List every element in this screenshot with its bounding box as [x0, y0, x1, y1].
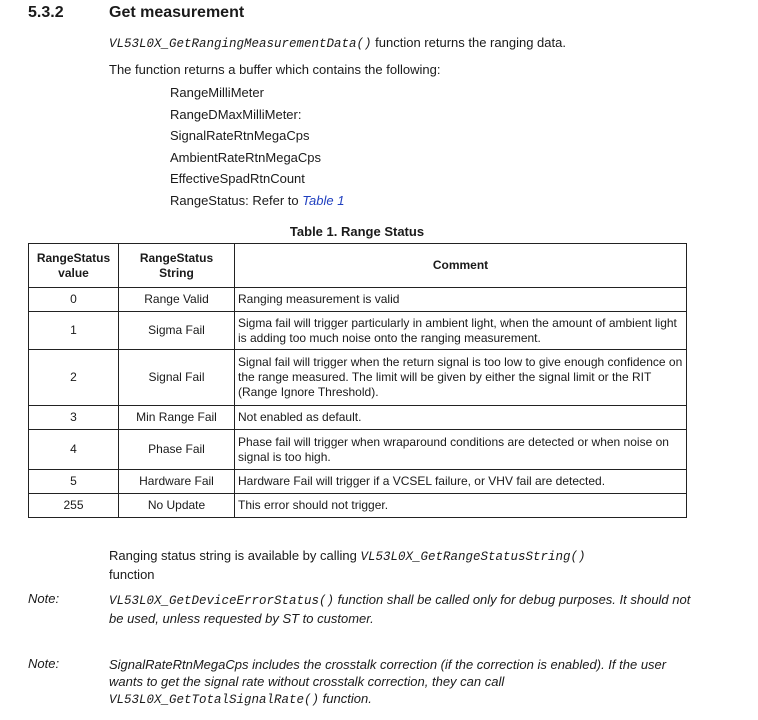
table-row [29, 470, 687, 494]
status-comment: This error should not trigger. [235, 494, 687, 518]
status-value: 1 [29, 312, 119, 350]
header-rangestatus-value: RangeStatus value [29, 244, 119, 288]
buffer-description: The function returns a buffer which contains the following: [109, 62, 441, 77]
field-item: EffectiveSpadRtnCount [170, 171, 305, 186]
status-value: 2 [29, 350, 119, 406]
status-comment: Phase fail will trigger when wraparound conditions are detected or when noise on signal is too high. [235, 430, 687, 470]
note-suffix: function. [319, 691, 372, 706]
status-string-suffix: function [109, 567, 155, 582]
status-string: Hardware Fail [119, 470, 235, 494]
status-comment: Ranging measurement is valid [235, 288, 687, 312]
table-header-row [29, 244, 687, 288]
table-row [29, 312, 687, 350]
status-comment: Signal fail will trigger when the return signal is too low to give enough confidence on the range measured. The limit will be given by either the signal limit or the RIT (Range Ignore Threshold). [235, 350, 687, 406]
status-string: Min Range Fail [119, 406, 235, 430]
note-body: SignalRateRtnMegaCps includes the crosstalk correction (if the correction is enabled). If the user wants to get the signal rate without crosstalk correction, they can call [109, 657, 667, 689]
note-text [109, 656, 699, 709]
field-item: RangeDMaxMilliMeter: [170, 106, 302, 122]
section-title: Get measurement [109, 4, 245, 21]
status-string: Sigma Fail [119, 312, 235, 350]
table-1-link[interactable]: Table 1 [302, 192, 345, 208]
status-value: 3 [29, 406, 119, 430]
range-status-prefix: RangeStatus: Refer to [170, 192, 303, 208]
header-comment: Comment [235, 244, 687, 288]
table-caption: Table 1. Range Status [289, 224, 425, 239]
status-value: 0 [29, 288, 119, 312]
table-row [29, 494, 687, 518]
note-text [109, 591, 699, 627]
status-string: Phase Fail [119, 430, 235, 470]
function-description: function returns the ranging data. [371, 35, 566, 50]
status-comment: Not enabled as default. [235, 406, 687, 430]
status-string-function: VL53L0X_GetRangeStatusString() [360, 550, 586, 564]
field-item: RangeMilliMeter [170, 85, 264, 100]
table-row [29, 350, 687, 406]
table-row [29, 406, 687, 430]
status-string: No Update [119, 494, 235, 518]
note-label: Note: [28, 656, 60, 671]
status-value: 4 [29, 430, 119, 470]
note-function: VL53L0X_GetDeviceErrorStatus() [109, 594, 335, 608]
note-label: Note: [28, 591, 60, 606]
section-number: 5.3.2 [28, 4, 64, 21]
status-comment: Hardware Fail will trigger if a VCSEL failure, or VHV fail are detected. [235, 470, 687, 494]
field-item: SignalRateRtnMegaCps [170, 128, 310, 143]
field-list [170, 82, 344, 211]
status-string-paragraph [109, 547, 669, 583]
field-item: AmbientRateRtnMegaCps [170, 149, 322, 165]
status-string: Range Valid [119, 288, 235, 312]
header-rangestatus-string: RangeStatus String [119, 244, 235, 288]
range-status-table [28, 243, 687, 518]
field-item-range-status [170, 190, 344, 212]
function-name: VL53L0X_GetRangingMeasurementData() [109, 37, 372, 51]
note-body: function shall be called only for debug purposes. It should not be used, unless requested by ST to customer. [109, 592, 691, 626]
status-comment: Sigma fail will trigger particularly in ambient light, when the amount of ambient light is adding too much noise onto the ranging measurement. [235, 312, 687, 350]
note-function: VL53L0X_GetTotalSignalRate() [109, 693, 320, 707]
status-value: 255 [29, 494, 119, 518]
status-value: 5 [29, 470, 119, 494]
status-string: Signal Fail [119, 350, 235, 406]
table-row [29, 288, 687, 312]
table-row [29, 430, 687, 470]
intro-function-line [109, 34, 566, 53]
status-string-prefix: Ranging status string is available by calling [109, 548, 361, 563]
